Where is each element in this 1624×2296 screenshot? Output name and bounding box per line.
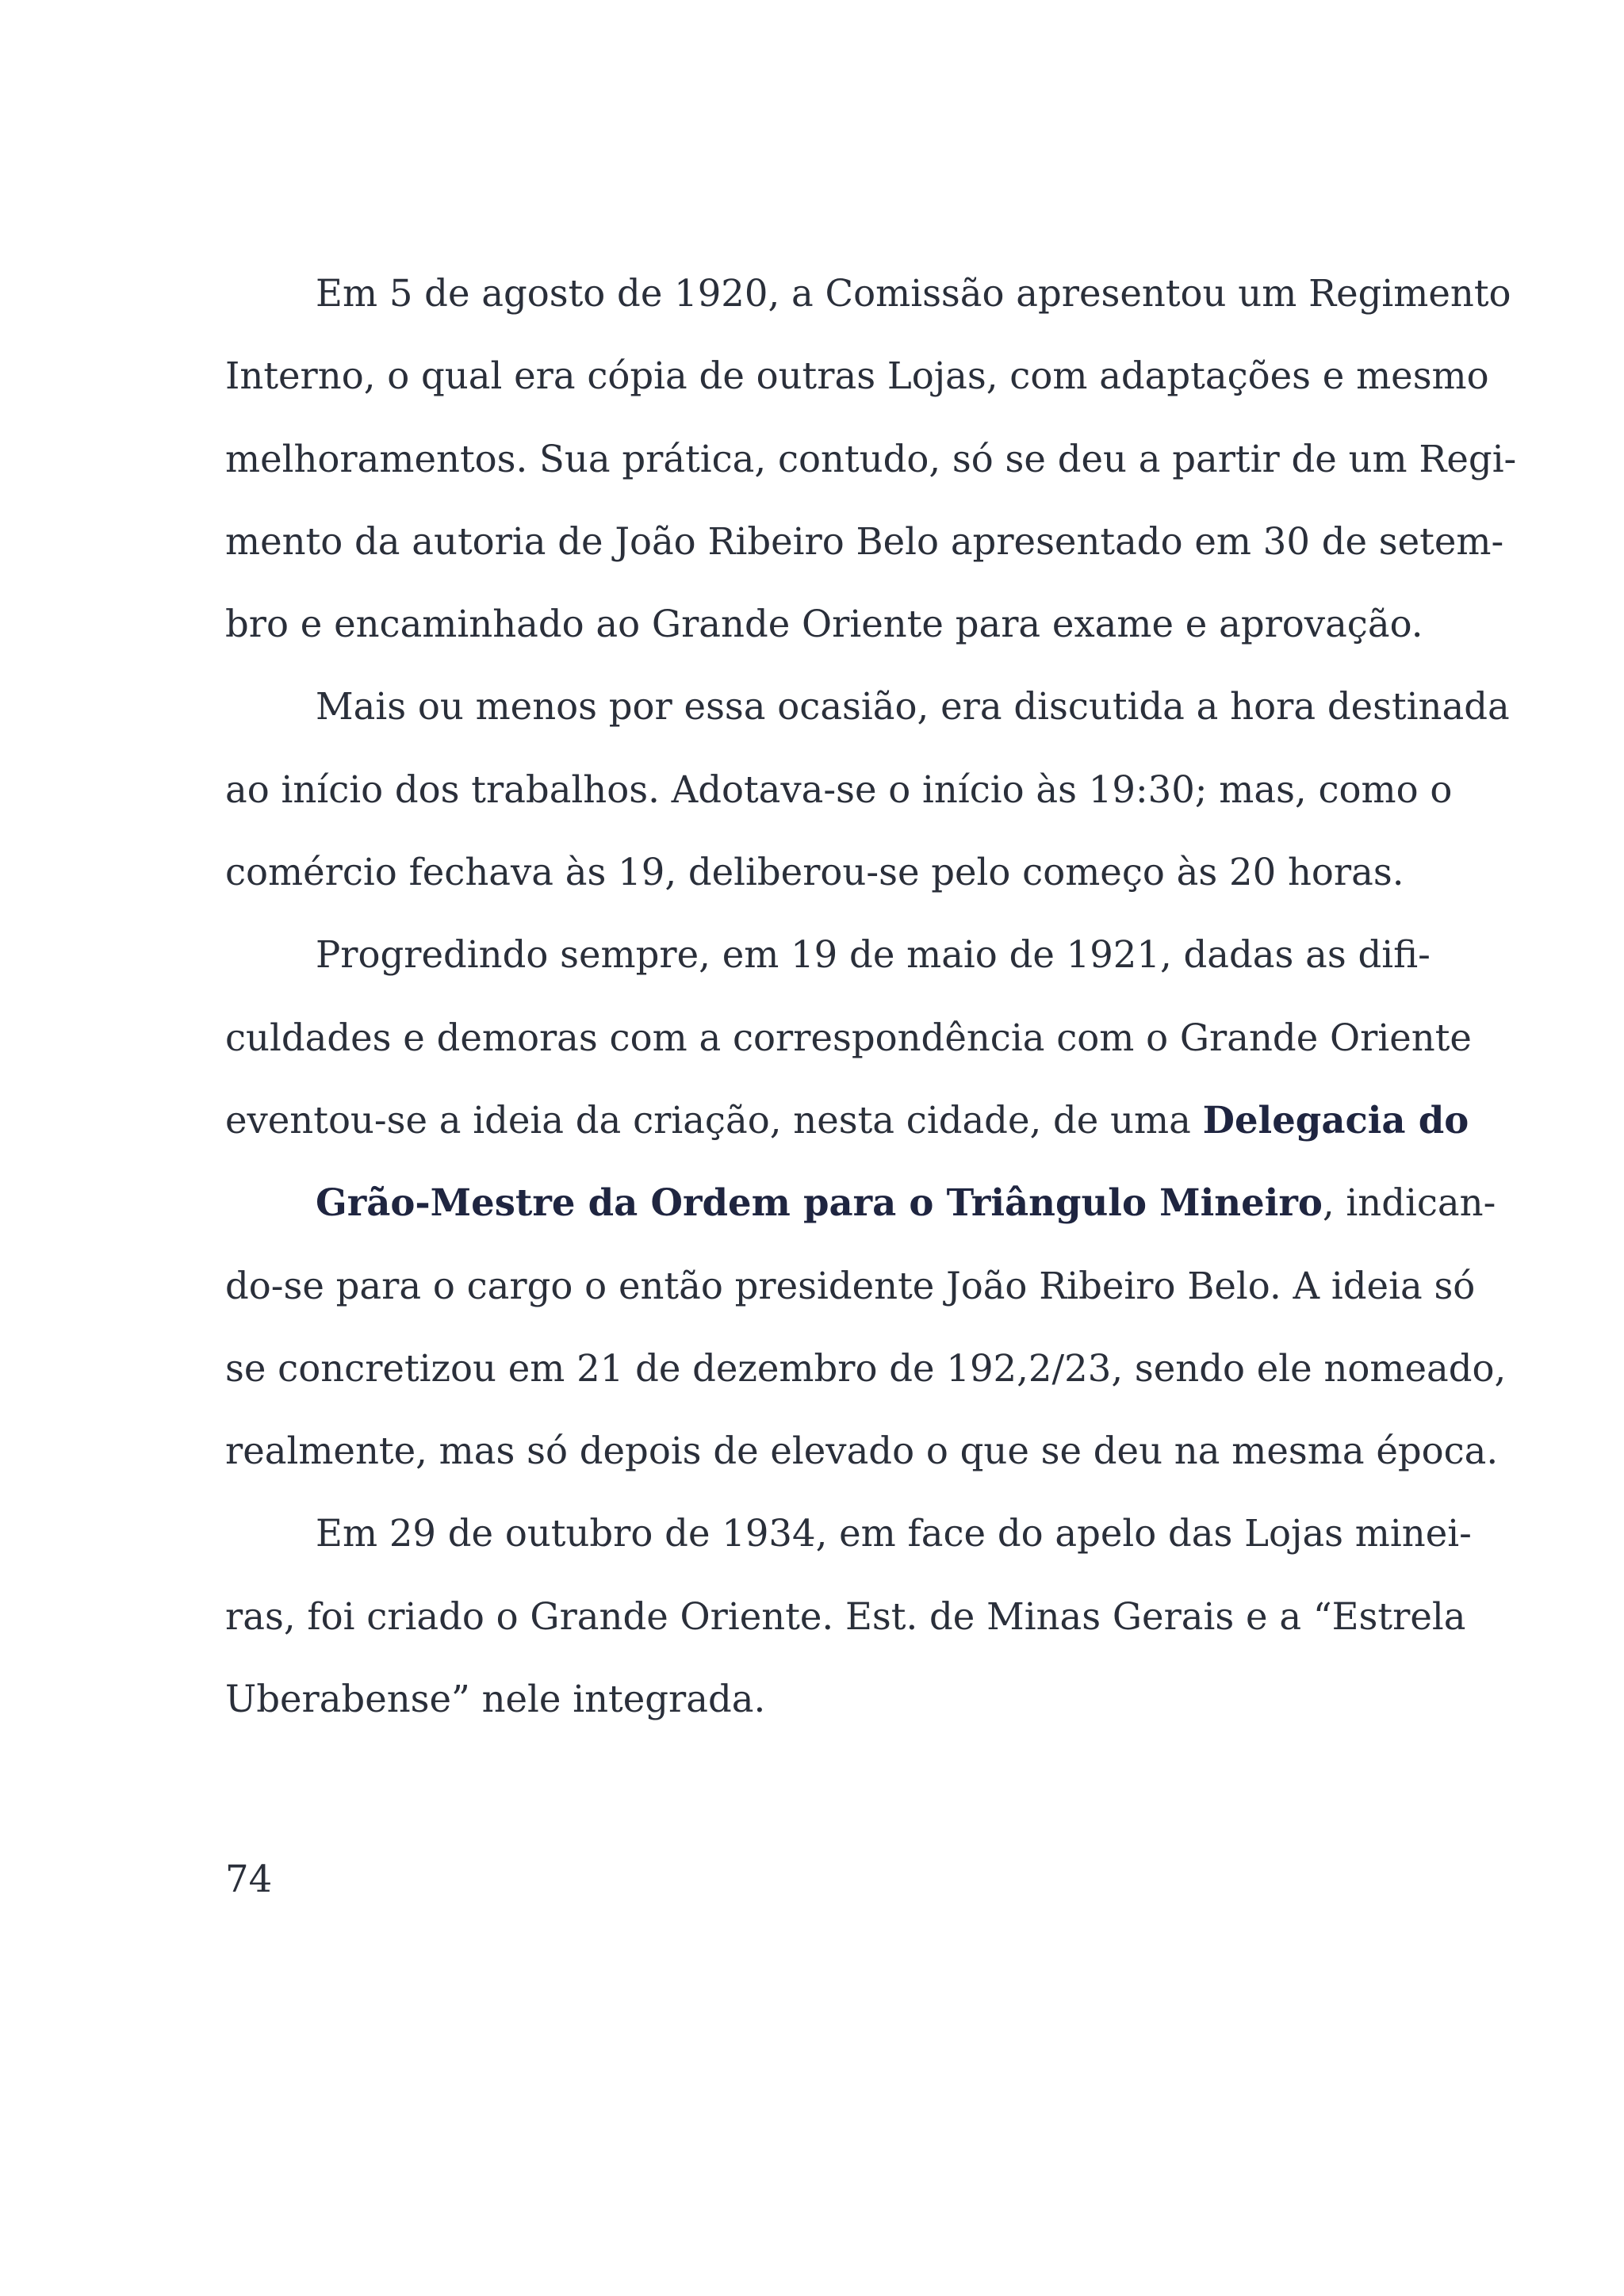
paragraph-1-line-3: melhoramentos. Sua prática, contudo, só se deu a partir de um Regi- [225, 437, 1517, 480]
paragraph-3-line-6: se concretizou em 21 de dezembro de 192,2/23, sendo ele nomeado, [225, 1346, 1507, 1390]
delegacia-bold-text: Delegacia do [1202, 1097, 1469, 1142]
paragraph-3-line-4-text: , indican- [1322, 1181, 1496, 1225]
paragraph-3-line-2: culdades e demoras com a correspondência com o Grande Oriente [225, 1016, 1472, 1059]
paragraph-3-line-5: do-se para o cargo o então presidente João Ribeiro Belo. A ideia só [225, 1264, 1476, 1307]
body-text [225, 252, 1517, 1740]
paragraph-3-line-1: Progredindo sempre, em 19 de maio de 1921, dadas as difi- [316, 933, 1431, 977]
paragraph-2-line-1: Mais ou menos por essa ocasião, era discutida a hora destinada [316, 685, 1510, 729]
paragraph-4-line-3: Uberabense” nele integrada. [225, 1678, 766, 1721]
paragraph-4-line-1: Em 29 de outubro de 1934, em face do apelo das Lojas minei- [316, 1512, 1472, 1556]
paragraph-1-line-2: Interno, o qual era cópia de outras Lojas, com adaptações e mesmo [225, 354, 1489, 398]
paragraph-4-line-2: ras, foi criado o Grande Oriente. Est. de Minas Gerais e a “Estrela [225, 1594, 1466, 1638]
paragraph-2-line-3: comércio fechava às 19, deliberou-se pelo começo às 20 horas. [225, 851, 1404, 894]
paragraph-3-line-3 [225, 1079, 1469, 1161]
paragraph-1-line-5: bro e encaminhado ao Grande Oriente para exame e aprovação. [225, 603, 1423, 646]
paragraph-1-line-1: Em 5 de agosto de 1920, a Comissão apresentou um Regimento [316, 272, 1511, 315]
paragraph-2-line-2: ao início dos trabalhos. Adotava-se o início às 19:30; mas, como o [225, 767, 1453, 811]
paragraph-3-line-4 [225, 1161, 1496, 1244]
paragraph-3-line-7: realmente, mas só depois de elevado o que se deu na mesma época. [225, 1429, 1499, 1473]
paragraph-3-line-3-text: eventou-se a ideia da criação, nesta cidade, de uma [225, 1098, 1203, 1142]
grao-mestre-bold-text: Grão-Mestre da Ordem para o Triângulo Mineiro [316, 1181, 1323, 1225]
paragraph-1-line-4: mento da autoria de João Ribeiro Belo apresentado em 30 de setem- [225, 519, 1504, 563]
page-number: 74 [225, 1858, 273, 1900]
